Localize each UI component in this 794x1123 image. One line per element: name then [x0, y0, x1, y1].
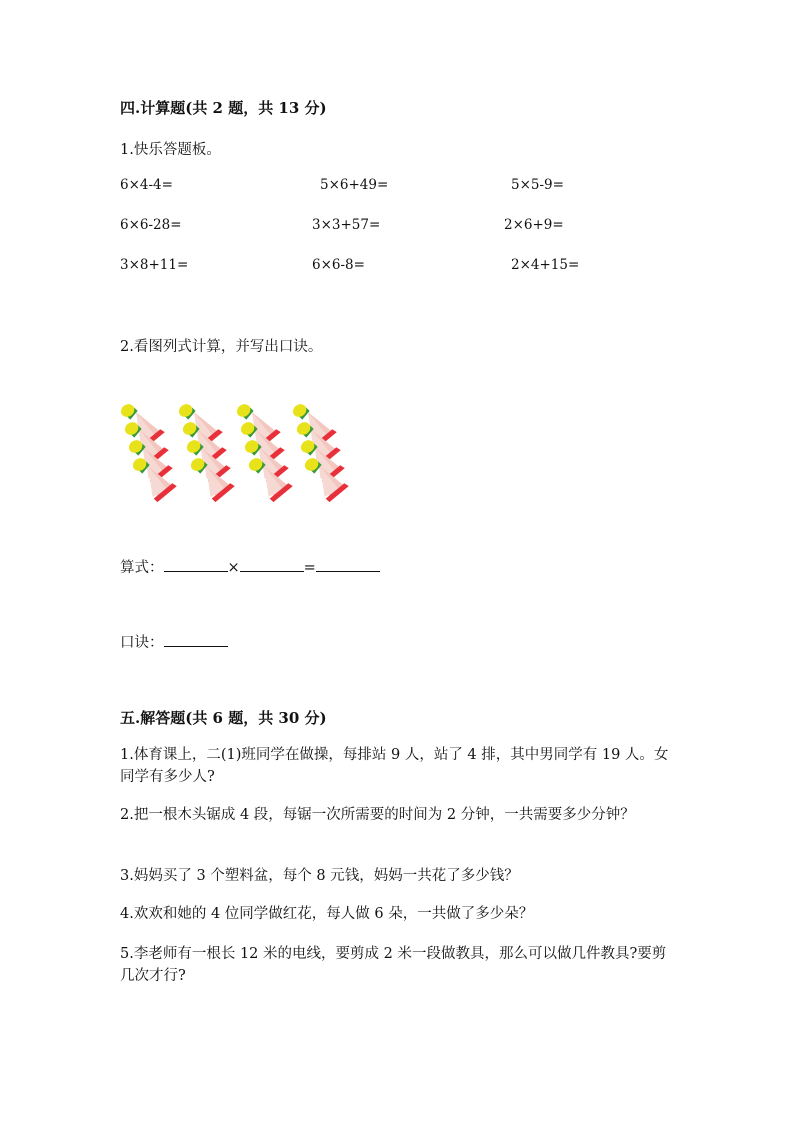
- calc-item: 6×4-4=: [120, 177, 173, 193]
- word-problem: 2.把一根木头锯成 4 段，每锯一次所需要的时间为 2 分钟，一共需要多少分钟？: [120, 807, 635, 823]
- rhyme-line: [120, 631, 228, 652]
- word-problem: 1.体育课上，二(1)班同学在做操，每排站 9 人，站了 4 排，其中男同学有 19 人。女同学有多少人?: [120, 747, 669, 785]
- calc-item: 3×8+11=: [120, 257, 189, 273]
- answer-blank[interactable]: [240, 557, 304, 572]
- formula-line: [120, 556, 380, 577]
- calc-item: 2×6+9=: [504, 217, 564, 233]
- word-problem: 4.欢欢和她的 4 位同学做红花，每人做 6 朵，一共做了多少朵？: [120, 906, 534, 922]
- shuttlecock-group: [118, 402, 178, 503]
- calc-item: 2×4+15=: [511, 257, 580, 273]
- answer-blank[interactable]: [164, 557, 228, 572]
- calc-item: 6×6-8=: [312, 257, 365, 273]
- formula-label: 算式：: [120, 560, 164, 576]
- section-5-title: 五.解答题(共 6 题，共 30 分): [120, 709, 327, 727]
- shuttlecock-group: [290, 402, 350, 503]
- question-2-title: 2.看图列式计算，并写出口诀。: [120, 339, 323, 355]
- shuttlecock-group: [234, 402, 294, 503]
- times-sign: ×: [227, 560, 240, 576]
- section-4-title: 四.计算题(共 2 题，共 13 分): [120, 99, 327, 117]
- calc-item: 5×6+49=: [320, 177, 389, 193]
- answer-blank[interactable]: [164, 632, 228, 647]
- answer-blank[interactable]: [316, 557, 380, 572]
- shuttlecock-group: [176, 402, 236, 503]
- word-problem: 3.妈妈买了 3 个塑料盆，每个 8 元钱，妈妈一共花了多少钱？: [120, 868, 519, 884]
- calc-item: 3×3+57=: [312, 217, 381, 233]
- calc-item: 6×6-28=: [120, 217, 182, 233]
- question-1-title: 1.快乐答题板。: [120, 142, 221, 158]
- word-problem: 5.李老师有一根长 12 米的电线，要剪成 2 米一段做教具，那么可以做几件教具?要剪几次才行?: [120, 946, 667, 984]
- calc-item: 5×5-9=: [511, 177, 564, 193]
- shuttlecock-figure: [118, 402, 368, 514]
- equals-sign: =: [303, 560, 316, 576]
- rhyme-label: 口诀：: [120, 635, 164, 651]
